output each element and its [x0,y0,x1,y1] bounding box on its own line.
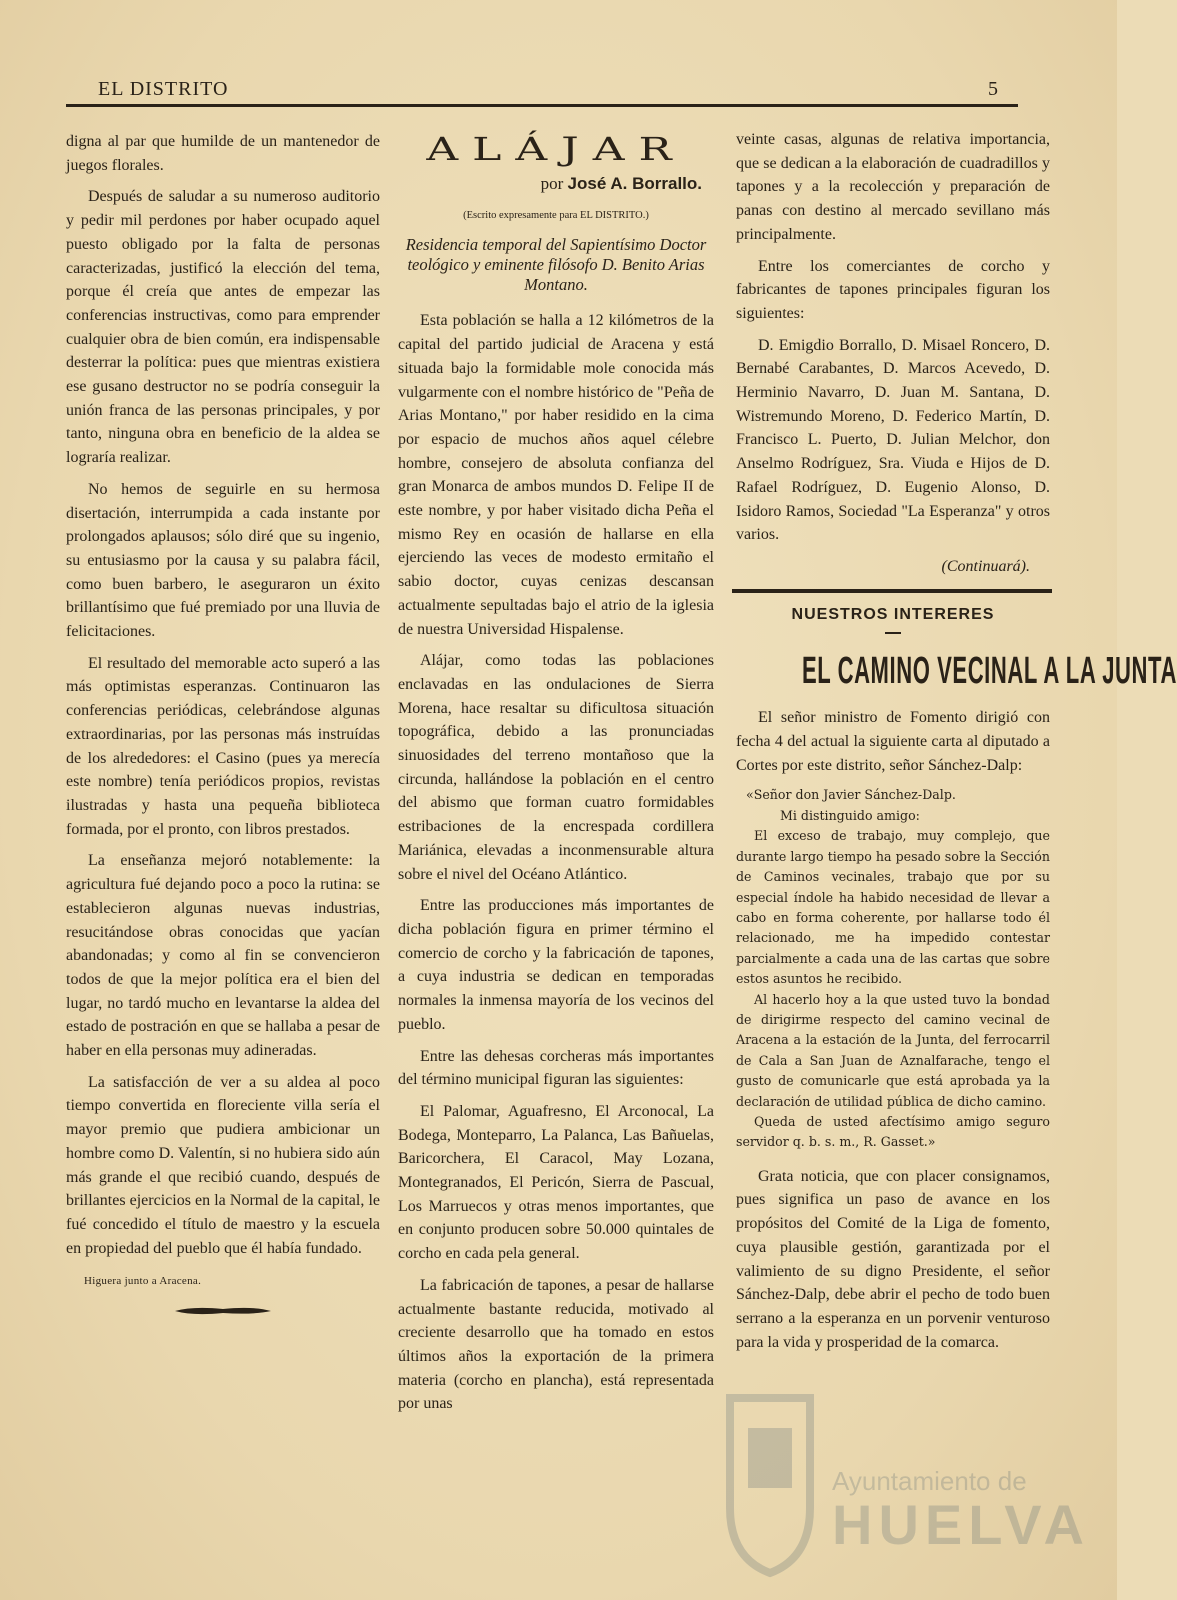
quoted-letter [736,785,1050,1152]
running-head [66,76,1018,107]
letter-paragraph: Al hacerlo hoy a la que usted tuvo la bondad de dirigirme respecto del camino vecinal de Aracena a la estación de la Junta, del ferrocarril de Cala a San Juan de Aznalfarache, tengo el gusto de comunicarle que está aprobada ya la declaración de utilidad pública de dicho camino. [736,991,1050,1109]
watermark-line-1: Ayuntamiento de [832,1466,1027,1496]
paper-name: EL DISTRITO [98,78,229,100]
paragraph: La fabricación de tapones, a pesar de hallarse actualmente bastante reducida, motivado al creciente desarrollo que ha tomado en estos últimos años la exportación de la primera materia (corcho en plancha), está representada por unas [398,1276,714,1413]
letter-paragraph: El exceso de trabajo, muy complejo, que durante largo tiempo ha pesado sobre la Sección de Caminos vecinales, trabajo que por su especial índole ha habido necesidad de llevar a cabo en forma coherente, por hallarse todo él relacionado, me ha impedido contestar parcialmente a cada una de las cartas que sobre estos asuntos he recibido. [736,828,1050,987]
paragraph: Entre los comerciantes de corcho y fabricantes de tapones principales figuran los siguientes: [736,257,1050,322]
paragraph: El señor ministro de Fomento dirigió con fecha 4 del actual la siguiente carta al diputado a Cortes por este distrito, señor Sánchez-Dalp: [736,709,1050,774]
article-title: ALÁJAR [426,131,686,168]
ornament-flourish-icon [173,1304,273,1318]
paragraph: Grata noticia, que con placer consignamos, pues significa un paso de avance en los propósitos del Comité de la Liga de fomento, cuya plausible gestión, garantizada por el valimiento de su digno Presidente, el señor Sánchez-Dalp, debe abrir el pecho de todo buen serrano a la esperanza en un porvenir venturoso para la vida y prosperidad de la comarca. [736,1167,1050,1351]
letter-greeting: Mi distinguido amigo: [780,807,920,823]
signoff: Higuera junto a Aracena. [84,1275,202,1288]
short-dash [885,632,901,634]
paragraph: El Palomar, Aguafresno, El Arconocal, La Bodega, Monteparro, La Palanca, Las Bañuelas, Baricorchera, El Caracol, May Lozana, Montegranados, El Pericón, Sierra de Pascual, Los Marruecos y otras menos importantes, que en conjunto producen sobre 50.000 quintales de corcho en cada pela general. [398,1102,714,1263]
byline [398,172,714,196]
paragraph: La enseñanza mejoró notablemente: la agricultura fué dejando poco a poco la rutina: se establecieron algunas nuevas industrias, resucitándose obras conocidas que yacían abandonadas; y como al fin se convencieron todos de que la mejor política era el bien del lugar, no tardó mucho en levantarse la aldea del estado de postración en que se hallaba a pesar de haber en ella personas muy adineradas. [66,852,380,1060]
paragraph: D. Emigdio Borrallo, D. Misael Roncero, D. Bernabé Carabantes, D. Marcos Acevedo, D. Herminio Navarro, D. Juan M. Santana, D. Wistremundo Moreno, D. Federico Martín, D. Francisco L. Puerto, D. Julian Melchor, don Anselmo Rodríguez, Sra. Viuda e Hijos de D. Rafael Rodríguez, D. Eugenio Alonso, D. Isidoro Ramos, Sociedad "La Esperanza" y otros varios. [736,336,1050,544]
paragraph: Entre las producciones más importantes de dicha población figura en primer término el comercio de corcho y la fabricación de tapones, a cuya industria se dedican en temporadas normales la inmensa mayoría de los vecinos del pueblo. [398,897,714,1033]
paragraph: El resultado del memorable acto superó a las más optimistas esperanzas. Continuaron las conferencias periódicas, celebrándose algunas extraordinarias, por las personas más instruídas de los alrededores: el Casino (pues ya merecía este nombre) tenía periódicos propios, revistas ilustradas y hasta una pequeña biblioteca formada, por el pronto, con libros prestados. [66,654,380,838]
section-divider [732,589,1052,593]
section-label: NUESTROS INTERERES [791,605,995,623]
page-number: 5 [988,78,998,100]
paragraph: No hemos de seguirle en su hermosa disertación, interrumpida a cada instante por prolongados aplausos; sólo diré que su ingenio, su entusiasmo por la causa y su palabra fácil, como buen barbero, le aseguraron un éxito brillantísimo que fué premiado por una lluvia de felicitaciones. [66,480,380,641]
paragraph: Alájar, como todas las poblaciones enclavadas en las ondulaciones de Sierra Morena, hace resaltar su dificultosa situación topográfica, debido a las pronunciadas sinuosidades del terreno montañoso que la circunda, hallándose la población en el centro del abismo que forman cuatro formidables estribaciones de la encrespada cordillera Mariánica, elevadas a inconmensurable altura sobre el nivel del Océano Atlántico. [398,652,714,883]
dedication: Residencia temporal del Sapientísimo Doctor teológico y eminente filósofo D. Benito Arias Montano. [405,235,707,295]
watermark [720,1388,1090,1588]
paragraph: veinte casas, algunas de relativa importancia, que se dedican a la elaboración de cuadradillos y tapones y a la recolección y preparación de panas con destino al mercado sevillano más principalmente. [736,131,1050,243]
paragraph: Después de saludar a su numeroso auditorio y pedir mil perdones por haber ocupado aquel puesto obligado por la falta de personas caracterizadas, justificó la elección del tema, porque él creía que antes de empezar las conferencias instructivas, como para emprender cualquier obra de bien común, era indispensable desterrar la política: pues que mientras existiera ese gusano destructor no se podría conseguir la unión franca de las personas principales, y por tanto, ninguna obra en beneficio de la aldea se lograría realizar. [66,188,380,467]
paragraph: digna al par que humilde de un mantenedor de juegos florales. [66,133,380,174]
paragraph: Entre las dehesas corcheras más importantes del término municipal figuran las siguientes: [398,1047,714,1089]
byline-prefix: por [540,174,564,193]
written-for-note: (Escrito expresamente para EL DISTRITO.) [463,209,649,221]
city-shield-icon [720,1388,820,1578]
watermark-line-2: HUELVA [832,1493,1090,1556]
paragraph: La satisfacción de ver a su aldea al poco tiempo convertida en floreciente villa sería el mayor premio que pudiera ambicionar un hombre como D. Valentín, si no hubiera sido aún más grande el que recibió cuando, después de brillantes ejercicios en la Normal de la capital, le fué concedido el título de maestro y la escuela en propiedad del pueblo que él había fundado. [66,1073,380,1257]
author-name: José A. Borrallo. [567,174,702,193]
column-2 [398,128,714,1424]
letter-salutation: «Señor don Javier Sánchez-Dalp. [746,787,956,803]
paragraph: Esta población se halla a 12 kilómetros de la capital del partido judicial de Aracena y está situada bajo la formidable mole conocida más vulgarmente con el nombre histórico de "Peña de Arias Montano," por haber residido en la cima por espacio de muchos años aquel célebre hombre, consejero de absoluta confianza del gran Monarca de ambos mundos D. Felipe II de este nombre, y por haber visitado dicha Peña el mismo Rey en ocasión de hallarse en ella ejerciendo las veces de modesto ermitaño el sabio doctor, cuyas cenizas descansan actualmente sepultadas bajo el atrio de la iglesia de nuestra Universidad Hispalense. [398,312,714,638]
column-3 [736,128,1177,1362]
letter-paragraph: Queda de usted afectísimo amigo seguro servidor q. b. s. m., R. Gasset.» [736,1113,1050,1150]
headline: EL CAMINO VECINAL A LA JUNTA [801,650,1177,693]
continued-note: (Continuará). [941,557,1030,575]
column-1 [66,130,380,1318]
